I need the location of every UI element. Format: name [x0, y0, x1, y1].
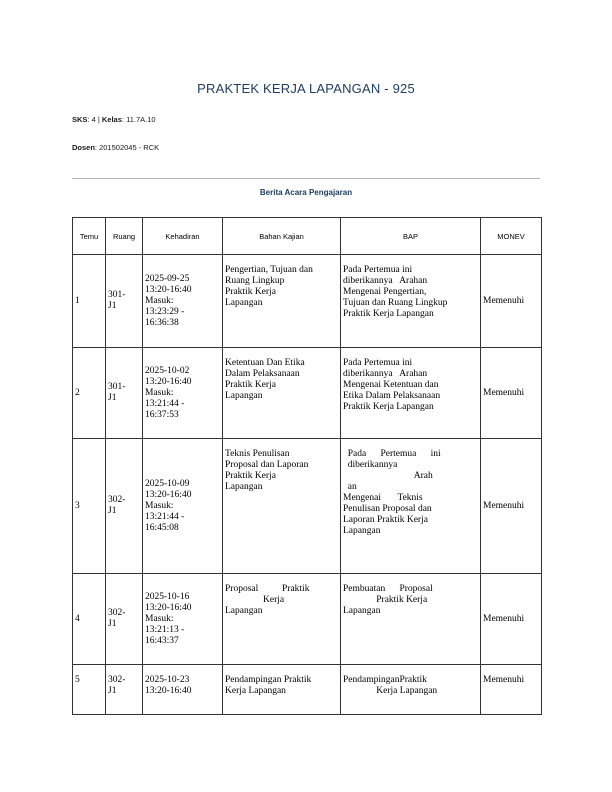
cell-ruang: 302- J1 [106, 574, 143, 665]
cell-kehadiran: 2025-10-09 13:20-16:40 Masuk: 13:21:44 - 16:45:08 [143, 439, 223, 574]
cell-ruang: 301- J1 [106, 255, 143, 348]
cell-ruang: 302- J1 [106, 439, 143, 574]
cell-temu: 1 [73, 255, 106, 348]
divider [72, 178, 540, 179]
cell-bap: PendampinganPraktik Kerja Lapangan [341, 665, 481, 715]
page-bottom-margin [0, 718, 612, 792]
dosen-line [72, 143, 159, 152]
table-header-row [73, 218, 542, 255]
cell-monev: Memenuhi [481, 255, 542, 348]
header-kehadiran: Kehadiran [143, 218, 223, 255]
sks-label: SKS [72, 115, 88, 124]
cell-temu: 3 [73, 439, 106, 574]
cell-bahan-kajian: Pengertian, Tujuan dan Ruang Lingkup Praktik Kerja Lapangan [223, 255, 341, 348]
cell-kehadiran: 2025-10-23 13:20-16:40 [143, 665, 223, 715]
cell-temu: 2 [73, 348, 106, 439]
cell-monev: Memenuhi [481, 574, 542, 665]
cell-bap: Pada Pertemua ini diberikannya Arahan Mengenai Pengertian, Tujuan dan Ruang Lingkup Praktik Kerja Lapangan [341, 255, 481, 348]
header-monev: MONEV [481, 218, 542, 255]
table-row [73, 255, 542, 348]
bap-table [72, 217, 542, 715]
cell-monev: Memenuhi [481, 439, 542, 574]
cell-bahan-kajian: Pendampingan Praktik Kerja Lapangan [223, 665, 341, 715]
cell-monev: Memenuhi [481, 665, 542, 715]
cell-ruang: 301- J1 [106, 348, 143, 439]
header-bap: BAP [341, 218, 481, 255]
page-title: PRAKTEK KERJA LAPANGAN - 925 [197, 81, 415, 96]
table-row [73, 665, 542, 715]
dosen-label: Dosen [72, 143, 95, 152]
cell-temu: 5 [73, 665, 106, 715]
header-ruang: Ruang [106, 218, 143, 255]
table-row [73, 348, 542, 439]
cell-bap: Pada Pertemua ini diberikannya Arahan Mengenai Ketentuan dan Etika Dalam Pelaksanaan Praktik Kerja Lapangan [341, 348, 481, 439]
table-row [73, 574, 542, 665]
sks-kelas-line [72, 115, 156, 124]
cell-bahan-kajian: Ketentuan Dan Etika Dalam Pelaksanaan Praktik Kerja Lapangan [223, 348, 341, 439]
cell-monev: Memenuhi [481, 348, 542, 439]
kelas-label: Kelas [101, 115, 122, 124]
cell-kehadiran: 2025-10-02 13:20-16:40 Masuk: 13:21:44 - 16:37:53 [143, 348, 223, 439]
header-bahan-kajian: Bahan Kajian [223, 218, 341, 255]
cell-bahan-kajian: Proposal Praktik Kerja Lapangan [223, 574, 341, 665]
sks-value: : 4 | [87, 115, 102, 124]
cell-temu: 4 [73, 574, 106, 665]
kelas-value: : 11.7A.10 [121, 115, 156, 124]
cell-kehadiran: 2025-09-25 13:20-16:40 Masuk: 13:23:29 - 16:36:38 [143, 255, 223, 348]
header-temu: Temu [73, 218, 106, 255]
cell-bap: Pembuatan Proposal Praktik Kerja Lapangan [341, 574, 481, 665]
cell-ruang: 302- J1 [106, 665, 143, 715]
cell-kehadiran: 2025-10-16 13:20-16:40 Masuk: 13:21:13 - 16:43:37 [143, 574, 223, 665]
section-title: Berita Acara Pengajaran [259, 188, 353, 197]
cell-bahan-kajian: Teknis Penulisan Proposal dan Laporan Praktik Kerja Lapangan [223, 439, 341, 574]
table-row [73, 439, 542, 574]
dosen-value: : 201502045 - RCK [94, 143, 160, 152]
cell-bap: Pada Pertemua ini diberikannya Arah an Mengenai Teknis Penulisan Proposal dan Laporan Praktik Kerja Lapangan [341, 439, 481, 574]
